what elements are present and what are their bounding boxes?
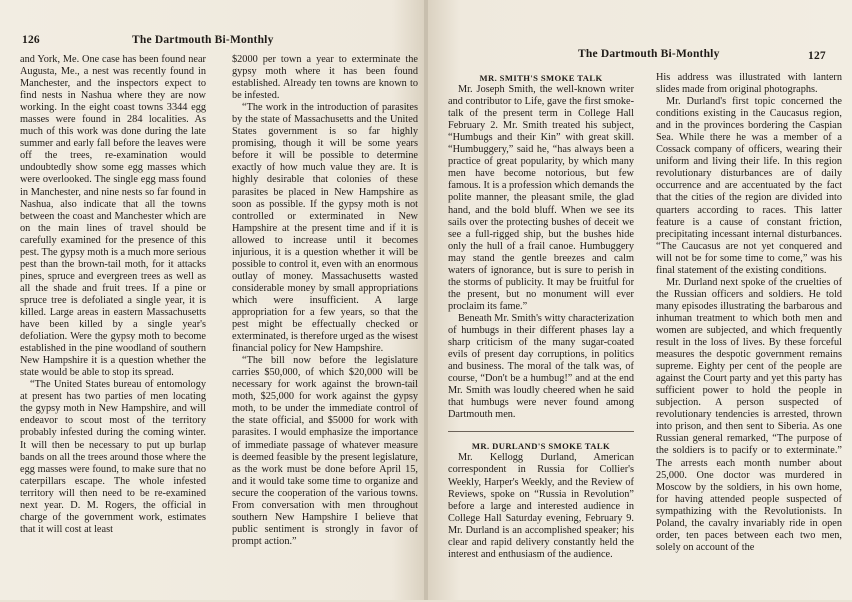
running-title-left: The Dartmouth Bi-Monthly <box>132 34 274 46</box>
left-page <box>0 0 426 600</box>
running-title-right: The Dartmouth Bi-Monthly <box>578 48 720 60</box>
right-column-1 <box>448 72 634 602</box>
paragraph: Mr. Kellogg Durland, American correspondent in Russia for Collier's Weekly, Harper's Weekly, and the Review of Reviews, spoke on “Russia in Revolution” before a large and interested audience in College Hall Saturday evening, February 9. Mr. Durland is an accomplished speaker; his clear and rapid delivery constantly held the interest and enthusiasm of the audience. <box>448 452 634 560</box>
left-column-1 <box>20 54 206 584</box>
paragraph: Beneath Mr. Smith's witty characterization of humbugs in their different phases lay a sharp criticism of the many sugar-coated evils of present day corruptions, in politics and business. The moral of the talk was, of course, “Don't be a humbug!” and at the end Mr. Smith was loudly cheered when he said that humbugs were never found among Dartmouth men. <box>448 312 634 421</box>
paragraph: “The bill now before the legislature carries $50,000, of which $20,000 will be necessary for work against the brown-tail moth, $25,000 for work against the gypsy moth, to be under the immediate control of the state official, and $5000 for work with parasites. I would emphasize the importance of immediate passage of whatever measure is deemed feasible by the present legislature, as the work must be done before April 15, and it would take some time to organize and secure the cooperation of the various towns. From conversation with men throughout southern New Hampshire I believe that public sentiment is strongly in favor of prompt action.” <box>232 355 418 547</box>
paragraph: Mr. Durland's first topic concerned the conditions existing in the Caucasus region, and in the provinces bordering the Caspian Sea. While there he was a member of a Cossack company of officers, wearing their uniform and living their life. In this region revolutionary disturbances are of daily occurrence and are accentuated by the fact that the cities of the region are divided into quarters according to races. This latter feature is a cause of constant friction, precipitating incessant internal disturbances. “The Caucasus are not yet conquered and will not be for some time to come,” was his final statement of the existing conditions. <box>656 96 842 276</box>
section-heading-durland: MR. DURLAND'S SMOKE TALK <box>471 441 611 452</box>
paragraph: “The work in the introduction of parasites by the state of Massachusetts and the United States government is so far highly promising, though it will be some years before it will be possible to determine exactly of how much value they are. It is highly desirable that colonies of these parasites be placed in New Hampshire as soon as possible. If the gypsy moth is not controlled or exterminated in New Hampshire at the present time and if it is allowed to increase until it becomes injurious, it is a question whether it will be possible to control it, even with an enormous outlay of money. Massachusetts wasted considerable money by small appropriations which were insufficient. A large appropriation for a few years, so that the pest might be effectually checked or exterminated, is therefore urged as the wisest financial policy for New Hampshire. <box>232 102 418 355</box>
paragraph: Mr. Joseph Smith, the well-known writer and contributor to Life, gave the first smoke-talk of the present term in College Hall February 2. Mr. Smith treated his subject, “Humbugs and their Kin” with great skill. “Humbuggery,” said he, “has always been a practice of great popularity, by which many men have become notorious, but few famous. It is a profession which demands the polite manner, the pleasant smile, the glad hand, and the bold bluff. When we see its sails over the protecting bushes of deceit we see a full-rigged ship, but the bushes hide only the hull of a frail canoe. Humbuggery may stand the gentle breezes and calm waters of ignorance, but is sure to perish in the storms of publicity. It may be fruitful for the present, but no monument will ever proclaim its fame.” <box>448 84 634 312</box>
paragraph: “The United States bureau of entomology at present has two parties of men locating the gypsy moth in New Hampshire, and will endeavor to scout most of the territory probably infested during the coming winter. It will then be necessary to put up burlap bands on all the trees around those where the egg masses were found, to make sure that no caterpillars escape. The whole infested territory will then need to be re-examined next year. D. M. Rogers, the official in charge of the government work, estimates that it will cost at least <box>20 379 206 535</box>
section-divider <box>448 431 634 432</box>
book-gutter <box>424 0 428 600</box>
paragraph: Mr. Durland next spoke of the cruelties of the Russian officers and soldiers. He told many episodes illustrating the barbarous and inhuman treatment to which both men and women are subjected, and which frequently result in the loss of lives. By these forceful measures the despotic government remains supreme. Eighty per cent of the people are against the Court party and yet this party has sufficient power to hold the people in subjection. A person suspected of revolutionary tendencies is arrested, thrown into prison, and then sent to Siberia. As one Russian general remarked, “The purpose of the soldiers is to pacify or to exterminate.” The arrests each month number about 25,000. One doctor was murdered in Moscow by the soldiers, in his own home, for having attended people suspected of sympathizing with the Revolutionists. In Poland, the cavalry invariably ride in open order, ten paces between each two men, solely on account of the <box>656 276 842 553</box>
paragraph: and York, Me. One case has been found near Augusta, Me., a nest was recently found in Manchester, and the inspectors expect to find nests in Nashua where they are now working. In the eight coast towns 3344 egg masses were found in 284 localities. As much of this work was done during the late summer and early fall before the leaves were off the trees, re-examination would undoubtedly show some egg masses which were overlooked. The single egg mass found in Manchester, and nine nests so far found in Nashua, also indicate that all the towns between the coast and Manchester which are on the main lines of travel should be carefully examined for the presence of this pest. The gypsy moth is a much more serious pest than the brown-tail moth, for it attacks pines, spruce and evergreen trees as well as all the shade and fruit trees. If a pine or spruce tree is defoliated a single year, it is killed. Large areas in eastern Massachusetts have been killed by a single year's defoliation. Were the gypsy moth to become established in the pine woodland of southern New Hampshire it is a question whether the state would be able to stop its spread. <box>20 54 206 379</box>
paragraph: His address was illustrated with lantern slides made from original photographs. <box>656 72 842 96</box>
section-heading-smith: MR. SMITH'S SMOKE TALK <box>479 73 603 83</box>
right-page <box>426 0 852 600</box>
right-column-2 <box>656 72 842 602</box>
page-number-left: 126 <box>22 34 40 46</box>
page-number-right: 127 <box>808 50 826 62</box>
left-column-2 <box>232 54 418 584</box>
paragraph: $2000 per town a year to exterminate the gypsy moth where it has been found established. Already ten towns are known to be infested. <box>232 54 418 102</box>
